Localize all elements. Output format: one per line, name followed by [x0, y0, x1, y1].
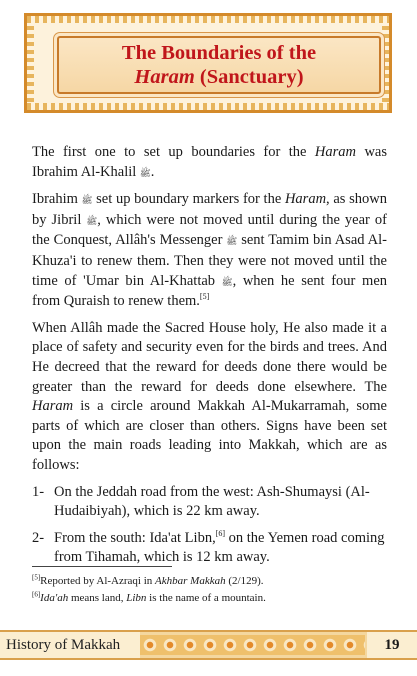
p2-text-d: , as shown by Jibril	[32, 191, 387, 228]
title-line-1: The Boundaries of the	[121, 42, 317, 64]
p2-text-f: sent Tamim bin Asad Al-Khuza'i to renew them. Then they were not moved until the time of 'Umar bin Al-Khattab	[32, 232, 387, 289]
p2-text-e: , which were not moved until during the year of the Conquest, Allâh's Messenger	[32, 211, 387, 249]
paragraph-2	[32, 190, 387, 312]
p2-text-a: Ibrahim	[32, 191, 82, 208]
footnote-ref-5[interactable]: [5]	[199, 292, 210, 302]
footnote-text: means land,	[68, 592, 127, 604]
list-item	[32, 529, 387, 568]
title-haram: Haram	[134, 66, 195, 88]
page-title	[59, 41, 379, 89]
list-text: On the Jeddah road from the west: Ash-Shumaysi (Al-Hudaibiyah), which is 22 km away.	[54, 483, 370, 520]
title-line-2	[59, 65, 379, 89]
footer-book-title: History of Makkah	[0, 632, 140, 658]
honorific-icon: ﷺ	[81, 195, 93, 206]
p3-text-a: When Allâh made the Sacred House holy, He also made it a place of safety and security even for the birds and trees. And He decreed that the reward for deeds done there would be greater than the reward for deeds done elsewhere. The	[32, 319, 387, 395]
p2-text-g: , when he sent four men from Quraish to renew them.	[32, 272, 388, 310]
list-text-b: on the Yemen road coming from Tihamah, which is 12 km away.	[54, 529, 385, 566]
p3-text-c: is a circle around Makkah Al-Mukarramah, some parts of which are closer than others. Signs have been set upon the main roads leading into Makkah, which are as follows:	[32, 398, 387, 473]
paragraph-1: The first one to set up boundaries for the Haram was Ibrahim Al-Khalil ﷺ.	[32, 144, 387, 180]
p3-haram: Haram	[32, 398, 74, 415]
footnote-ref-6[interactable]: [6]	[215, 528, 226, 538]
honorific-icon: ﷺ	[86, 215, 98, 226]
list-number: 2-	[32, 529, 45, 546]
footnote-term: Libn	[126, 592, 147, 604]
paragraph-3	[32, 319, 387, 476]
page-footer	[0, 630, 417, 660]
p2-text-b: set up boundary markers for the	[92, 191, 285, 208]
footnote-term: Ida'ah	[40, 592, 69, 604]
list-text-a: From the south: Ida'at Libn,	[54, 529, 216, 546]
list-text	[54, 529, 387, 568]
p1-text-c: was Ibrahim Al-Khalil	[32, 144, 387, 180]
title-panel	[57, 36, 381, 94]
list-item	[32, 483, 387, 522]
footer-ornament	[140, 635, 365, 655]
footnote-6	[32, 590, 392, 607]
honorific-icon: ﷺ	[139, 167, 151, 178]
footnotes	[32, 573, 392, 607]
footnote-text: (2/129).	[225, 575, 264, 587]
title-sanctuary: (Sanctuary)	[194, 66, 304, 88]
p1-text-a: The first one to set up boundaries for the	[32, 144, 315, 160]
honorific-icon: ﷺ	[226, 236, 238, 247]
body-text	[32, 143, 387, 575]
list-number: 1-	[32, 483, 45, 500]
footnote-divider	[32, 566, 172, 567]
title-frame	[24, 13, 392, 113]
page-number: 19	[367, 632, 417, 658]
p2-haram: Haram	[284, 191, 327, 208]
footnote-mark: [6]	[32, 590, 41, 599]
p1-haram: Haram	[314, 144, 356, 160]
footnote-text: is the name of a mountain.	[146, 592, 266, 604]
footnote-mark: [5]	[32, 573, 41, 582]
footnote-text: Reported by Al-Azraqi in	[40, 575, 156, 587]
footnote-5	[32, 573, 392, 590]
honorific-icon: ﷺ	[221, 276, 233, 287]
footnote-book-title: Akhbar Makkah	[155, 575, 226, 587]
